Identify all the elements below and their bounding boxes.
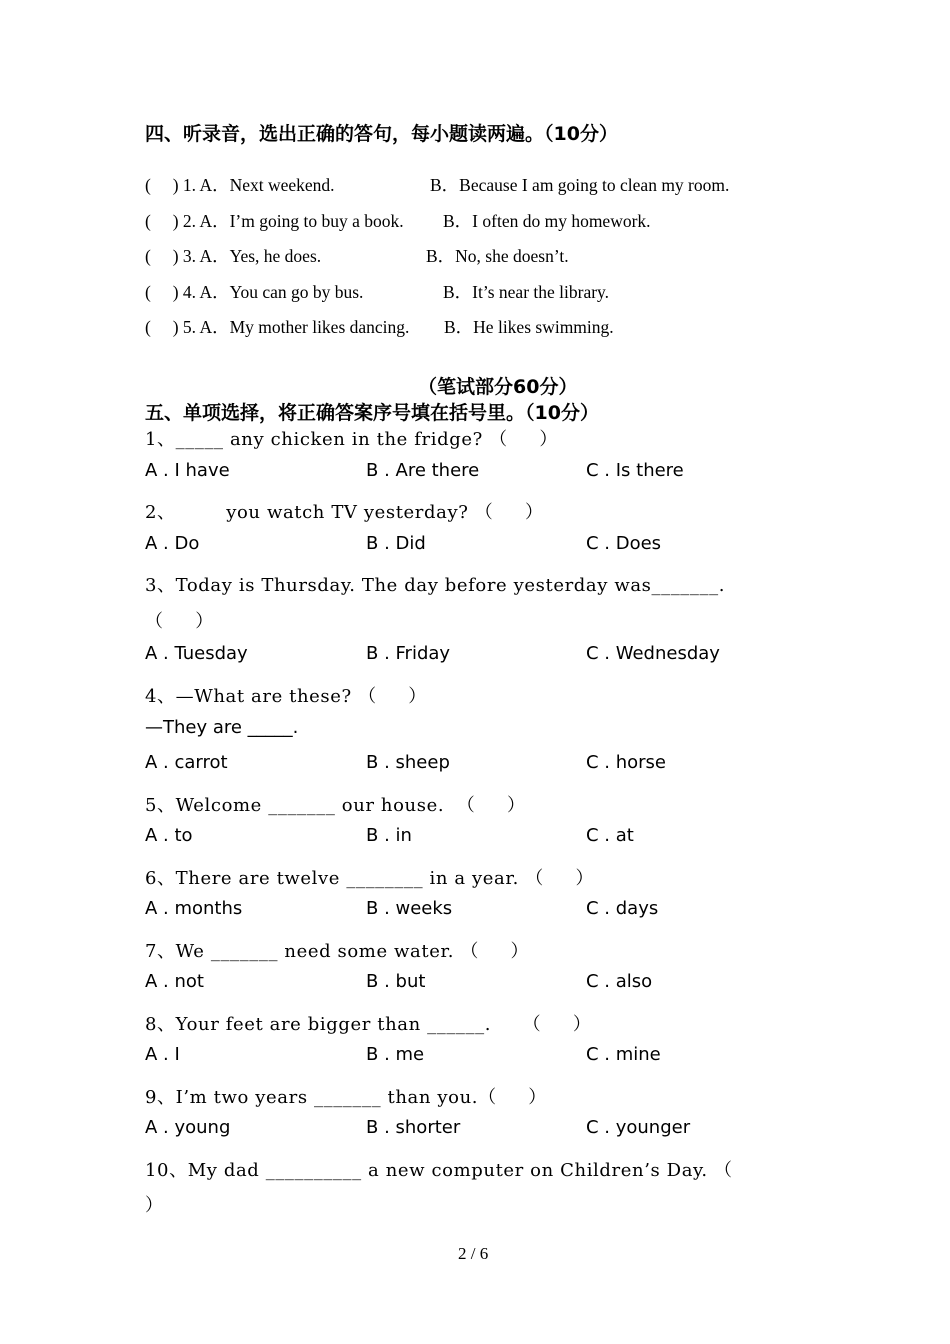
listening-item-1-a: ( ) 1. A．Next weekend. [145, 175, 335, 195]
question-7-option-a: A . not [145, 971, 204, 992]
question-6: 6、There are twelve ________ in a year. （ ） [145, 868, 595, 889]
question-9-option-b: B . shorter [366, 1117, 461, 1138]
question-1-option-c: C . Is there [586, 460, 684, 481]
listening-item-2-a: ( ) 2. A．I’m going to buy a book. [145, 211, 404, 231]
question-9-option-a: A . young [145, 1117, 231, 1138]
question-2: 2、 you watch TV yesterday? （ ） [145, 502, 544, 523]
listening-item-5-a: ( ) 5. A．My mother likes dancing. [145, 317, 410, 337]
question-8-option-c: C . mine [586, 1044, 661, 1065]
listening-item-3-a: ( ) 3. A．Yes, he does. [145, 246, 322, 266]
question-7: 7、We _______ need some water. （ ） [145, 941, 530, 962]
written-part-label: （笔试部分60分） [418, 376, 578, 398]
listening-item-3-b: B．No, she doesn’t. [426, 246, 569, 266]
question-4-answer-line: —They are _____. [145, 717, 299, 738]
question-5-option-b: B . in [366, 825, 412, 846]
question-5-option-c: C . at [586, 825, 634, 846]
page-number: 2 / 6 [458, 1244, 489, 1263]
listening-item-5-b: B．He likes swimming. [444, 317, 614, 337]
question-6-option-c: C . days [586, 898, 659, 919]
question-9-option-c: C . younger [586, 1117, 691, 1138]
question-1-option-b: B . Are there [366, 460, 480, 481]
question-8-option-a: A . I [145, 1044, 180, 1065]
question-5-option-a: A . to [145, 825, 193, 846]
section-4-title: 四、听录音，选出正确的答句，每小题读两遍。（10分） [145, 123, 618, 145]
question-4: 4、—What are these? （ ） [145, 686, 427, 707]
question-3-option-a: A . Tuesday [145, 643, 248, 664]
question-6-option-a: A . months [145, 898, 243, 919]
listening-item-4-b: B．It’s near the library. [443, 282, 610, 302]
question-7-option-b: B . but [366, 971, 426, 992]
question-3-paren: （ ） [145, 611, 214, 632]
question-8-option-b: B . me [366, 1044, 425, 1065]
question-2-option-c: C . Does [586, 533, 662, 554]
listening-item-4-a: ( ) 4. A．You can go by bus. [145, 282, 364, 302]
listening-item-1-b: B．Because I am going to clean my room. [430, 175, 730, 195]
question-9: 9、I’m two years _______ than you.（ ） [145, 1087, 547, 1108]
question-2-option-b: B . Did [366, 533, 426, 554]
question-10-paren-close: ） [145, 1195, 164, 1216]
question-3-option-c: C . Wednesday [586, 643, 720, 664]
question-2-option-a: A . Do [145, 533, 200, 554]
question-3-option-b: B . Friday [366, 643, 451, 664]
question-4-option-a: A . carrot [145, 752, 228, 773]
question-7-option-c: C . also [586, 971, 653, 992]
question-4-option-b: B . sheep [366, 752, 450, 773]
question-5: 5、Welcome _______ our house. （ ） [145, 795, 526, 816]
question-8: 8、Your feet are bigger than ______. （ ） [145, 1014, 592, 1035]
question-4-option-c: C . horse [586, 752, 667, 773]
section-5-title: 五、单项选择，将正确答案序号填在括号里。（10分） [145, 402, 599, 424]
question-1-option-a: A . I have [145, 460, 230, 481]
question-1: 1、_____ any chicken in the fridge? （ ） [145, 429, 558, 450]
question-3: 3、Today is Thursday. The day before yesterday was_______. [145, 575, 726, 596]
listening-item-2-b: B．I often do my homework. [443, 211, 651, 231]
question-10: 10、My dad __________ a new computer on Children’s Day. （ [145, 1160, 733, 1181]
question-6-option-b: B . weeks [366, 898, 453, 919]
